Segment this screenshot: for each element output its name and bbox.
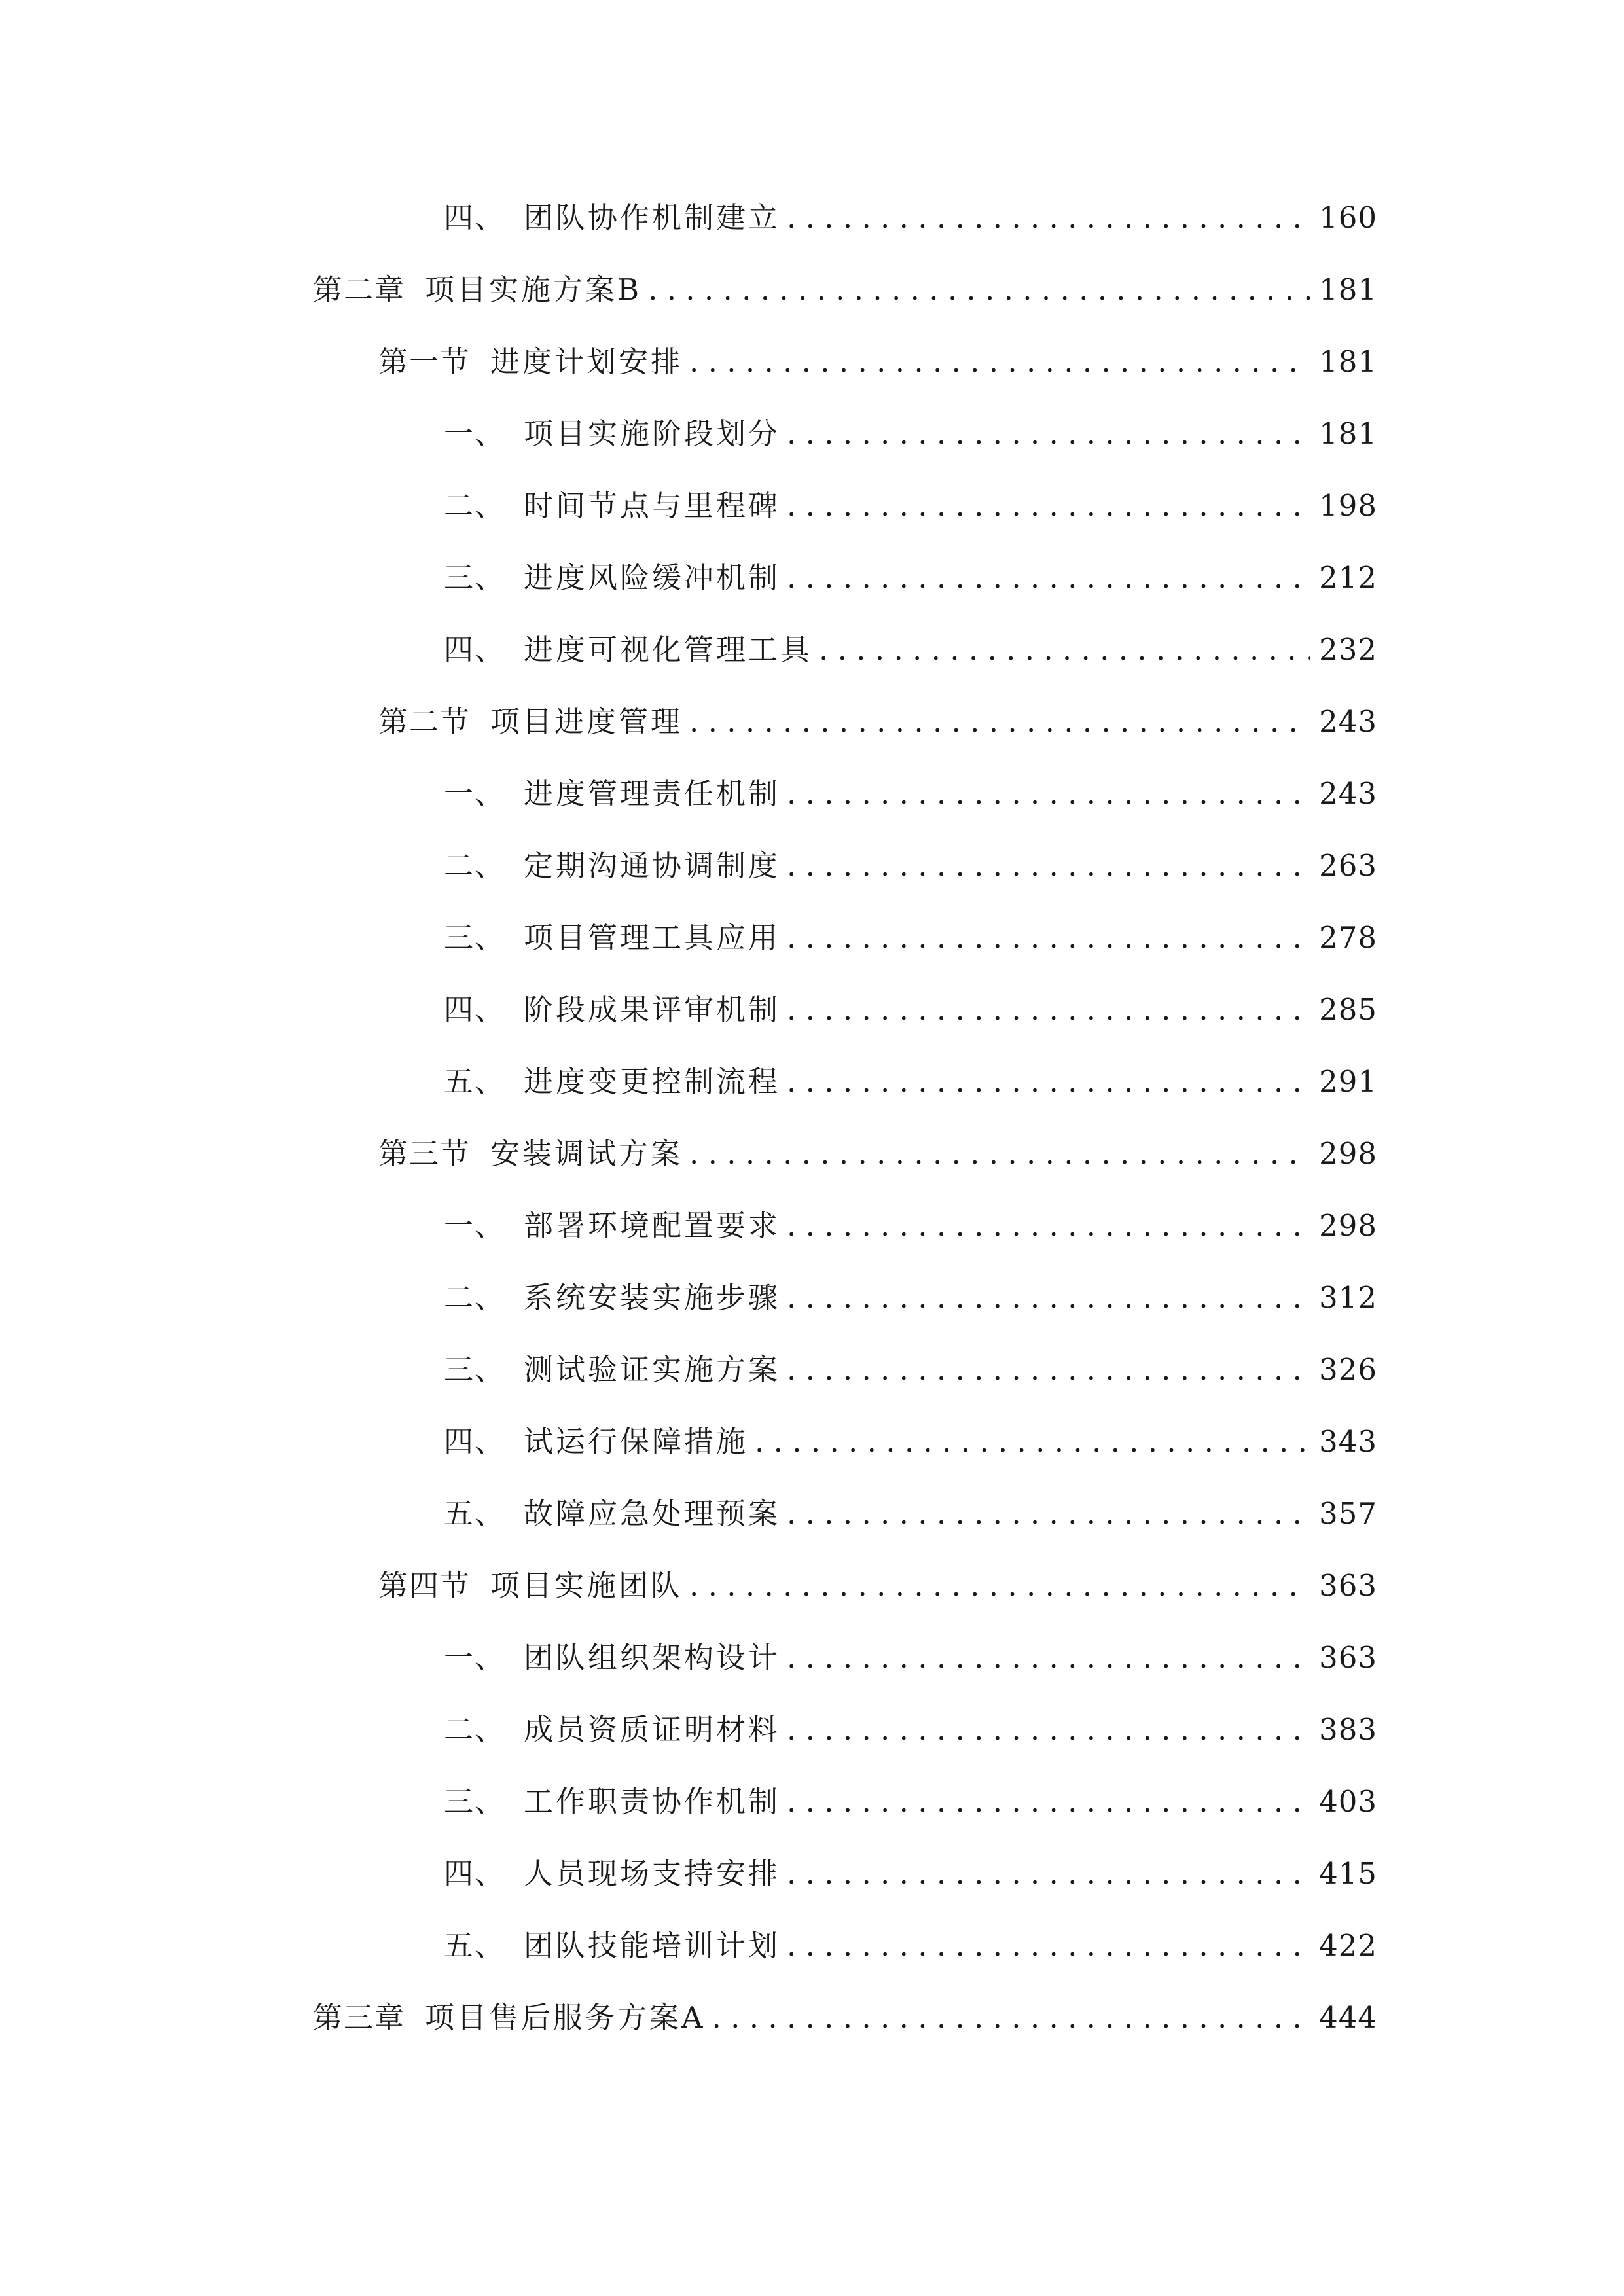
toc-entry-title: 进度可视化管理工具 xyxy=(524,632,813,667)
toc-entry-title: 进度风险缓冲机制 xyxy=(524,560,781,595)
toc-entry-number: 五、 xyxy=(444,1496,506,1531)
toc-entry[interactable] xyxy=(444,1059,1377,1105)
toc-entry-page: 181 xyxy=(1319,416,1377,451)
toc-entry-number: 三、 xyxy=(444,920,506,955)
toc-entry-title: 团队技能培训计划 xyxy=(524,1928,781,1963)
toc-entry-section[interactable] xyxy=(378,1131,1377,1177)
toc-entry-page: 363 xyxy=(1319,1640,1377,1675)
toc-dot-leader xyxy=(689,699,1310,745)
toc-entry-number: 四、 xyxy=(444,200,506,235)
toc-entry-title: 定期沟通协调制度 xyxy=(524,848,781,883)
toc-entry-title: 试运行保障措施 xyxy=(524,1424,749,1459)
toc-entry-title: 成员资质证明材料 xyxy=(524,1712,781,1747)
toc-entry[interactable] xyxy=(444,1635,1377,1681)
toc-entry[interactable] xyxy=(444,1491,1377,1537)
toc-dot-leader xyxy=(787,195,1310,241)
toc-entry[interactable] xyxy=(444,555,1377,601)
toc-entry[interactable] xyxy=(444,1419,1377,1465)
toc-dot-leader xyxy=(787,1203,1310,1249)
toc-entry-page: 444 xyxy=(1319,2000,1377,2035)
toc-entry-page: 285 xyxy=(1319,992,1377,1027)
toc-entry-number: 三、 xyxy=(444,1784,506,1819)
toc-dot-leader xyxy=(787,987,1310,1033)
toc-entry-title: 项目实施阶段划分 xyxy=(524,416,781,451)
toc-entry-page: 232 xyxy=(1319,632,1377,667)
toc-entry-page: 181 xyxy=(1319,344,1377,379)
toc-entry-title: 阶段成果评审机制 xyxy=(524,992,781,1027)
toc-entry-section[interactable] xyxy=(378,339,1377,385)
toc-entry[interactable] xyxy=(444,1923,1377,1969)
toc-entry-number: 五、 xyxy=(444,1928,506,1963)
toc-entry-number: 二、 xyxy=(444,1280,506,1315)
toc-dot-leader xyxy=(689,1131,1310,1177)
toc-entry-page: 312 xyxy=(1319,1280,1377,1315)
toc-entry-number: 一、 xyxy=(444,416,506,451)
toc-entry[interactable] xyxy=(444,771,1377,817)
toc-entry-page: 403 xyxy=(1319,1784,1377,1819)
toc-dot-leader xyxy=(787,843,1310,889)
toc-dot-leader xyxy=(787,1707,1310,1753)
toc-entry-number: 四、 xyxy=(444,992,506,1027)
toc-entry-number: 三、 xyxy=(444,1352,506,1387)
toc-dot-leader xyxy=(819,627,1310,673)
toc-dot-leader xyxy=(787,1923,1310,1969)
toc-dot-leader xyxy=(787,1275,1310,1321)
toc-entry-title: 工作职责协作机制 xyxy=(524,1784,781,1819)
toc-dot-leader xyxy=(787,483,1310,529)
toc-entry[interactable] xyxy=(444,1275,1377,1321)
toc-entry[interactable] xyxy=(444,1851,1377,1897)
toc-entry-number: 四、 xyxy=(444,632,506,667)
toc-entry-title: 团队协作机制建立 xyxy=(524,200,781,235)
toc-entry-number: 第四节 xyxy=(378,1568,471,1603)
toc-entry[interactable] xyxy=(444,987,1377,1033)
toc-entry-page: 278 xyxy=(1319,920,1377,955)
toc-entry-page: 343 xyxy=(1319,1424,1377,1459)
toc-entry-section[interactable] xyxy=(378,699,1377,745)
toc-dot-leader xyxy=(787,1851,1310,1897)
toc-dot-leader xyxy=(787,1635,1310,1681)
toc-entry-page: 298 xyxy=(1319,1208,1377,1243)
toc-entry-page: 243 xyxy=(1319,704,1377,739)
toc-entry-title: 测试验证实施方案 xyxy=(524,1352,781,1387)
toc-entry-title: 进度计划安排 xyxy=(490,344,683,379)
toc-entry[interactable] xyxy=(444,915,1377,961)
toc-entry-number: 二、 xyxy=(444,1712,506,1747)
toc-entry[interactable] xyxy=(444,483,1377,529)
toc-entry-page: 160 xyxy=(1319,200,1377,235)
toc-dot-leader xyxy=(787,1779,1310,1825)
toc-entry-page: 357 xyxy=(1319,1496,1377,1531)
toc-entry-page: 298 xyxy=(1319,1136,1377,1171)
toc-entry-number: 一、 xyxy=(444,1208,506,1243)
toc-entry-title: 项目实施方案B xyxy=(425,272,642,307)
toc-entry-page: 415 xyxy=(1319,1856,1377,1891)
toc-entry[interactable] xyxy=(444,843,1377,889)
toc-entry-title: 进度管理责任机制 xyxy=(524,776,781,811)
toc-entry-title: 进度变更控制流程 xyxy=(524,1064,781,1099)
toc-entry-page: 363 xyxy=(1319,1568,1377,1603)
toc-entry-page: 291 xyxy=(1319,1064,1377,1099)
toc-dot-leader xyxy=(787,1059,1310,1105)
toc-entry-number: 一、 xyxy=(444,1640,506,1675)
toc-entry-page: 181 xyxy=(1319,272,1377,307)
toc-entry[interactable] xyxy=(444,195,1377,241)
toc-entry-number: 第二节 xyxy=(378,704,471,739)
toc-entry[interactable] xyxy=(444,1347,1377,1393)
toc-entry[interactable] xyxy=(444,1203,1377,1249)
toc-entry[interactable] xyxy=(444,1779,1377,1825)
toc-dot-leader xyxy=(755,1419,1310,1465)
toc-entry-page: 198 xyxy=(1319,488,1377,523)
toc-entry-number: 第二章 xyxy=(313,272,406,307)
toc-entry[interactable] xyxy=(444,1707,1377,1753)
toc-entry-title: 团队组织架构设计 xyxy=(524,1640,781,1675)
toc-entry-number: 二、 xyxy=(444,488,506,523)
toc-entry-chapter[interactable] xyxy=(313,1995,1377,2041)
toc-entry-chapter[interactable] xyxy=(313,267,1377,313)
toc-dot-leader xyxy=(689,1563,1310,1609)
toc-dot-leader xyxy=(689,339,1310,385)
toc-dot-leader xyxy=(648,267,1310,313)
toc-entry-title: 部署环境配置要求 xyxy=(524,1208,781,1243)
toc-entry-page: 212 xyxy=(1319,560,1377,595)
toc-entry-page: 326 xyxy=(1319,1352,1377,1387)
toc-entry-title: 故障应急处理预案 xyxy=(524,1496,781,1531)
toc-entry-title: 人员现场支持安排 xyxy=(524,1856,781,1891)
toc-entry-title: 项目管理工具应用 xyxy=(524,920,781,955)
toc-entry-section[interactable] xyxy=(378,1563,1377,1609)
toc-entry-number: 一、 xyxy=(444,776,506,811)
toc-dot-leader xyxy=(787,555,1310,601)
toc-entry[interactable] xyxy=(444,411,1377,457)
toc-entry-title: 项目进度管理 xyxy=(490,704,683,739)
toc-entry-number: 第一节 xyxy=(378,344,471,379)
toc-entry-page: 422 xyxy=(1319,1928,1377,1963)
toc-entry-page: 263 xyxy=(1319,848,1377,883)
toc-entry-number: 三、 xyxy=(444,560,506,595)
toc-dot-leader xyxy=(787,411,1310,457)
toc-dot-leader xyxy=(787,1491,1310,1537)
toc-entry-title: 系统安装实施步骤 xyxy=(524,1280,781,1315)
toc-entry-page: 383 xyxy=(1319,1712,1377,1747)
toc-entry-number: 五、 xyxy=(444,1064,506,1099)
toc-entry-page: 243 xyxy=(1319,776,1377,811)
toc-entry-title: 安装调试方案 xyxy=(490,1136,683,1171)
toc-entry-number: 二、 xyxy=(444,848,506,883)
toc-entry-title: 项目实施团队 xyxy=(490,1568,683,1603)
toc-dot-leader xyxy=(787,1347,1310,1393)
toc-entry-number: 第三章 xyxy=(313,2000,406,2035)
toc-dot-leader xyxy=(787,771,1310,817)
toc-dot-leader xyxy=(787,915,1310,961)
toc-entry-number: 四、 xyxy=(444,1424,506,1459)
toc-entry-number: 第三节 xyxy=(378,1136,471,1171)
toc-entry-number: 四、 xyxy=(444,1856,506,1891)
toc-entry-title: 项目售后服务方案A xyxy=(425,2000,706,2035)
toc-entry[interactable] xyxy=(444,627,1377,673)
toc-dot-leader xyxy=(712,1995,1310,2041)
toc-entry-title: 时间节点与里程碑 xyxy=(524,488,781,523)
